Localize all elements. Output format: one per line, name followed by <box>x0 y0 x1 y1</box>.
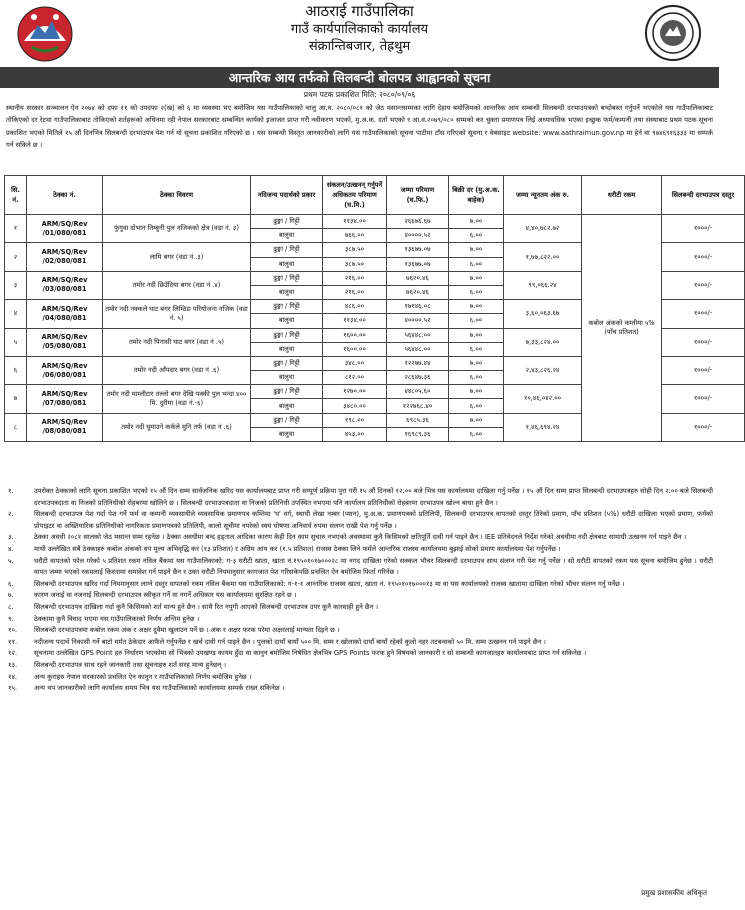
term-text: सिलबन्दी दरभाउपत्र साथ रहने जानकारी तथा सूचनाहरु शर्त सरह मान्य हुनेछन् । <box>34 660 226 669</box>
col-header-min-amount: जम्मा न्यूनतम अंक रु. <box>504 176 582 215</box>
term-text: ठेक्कामा कुनै विवाद भएमा यस गाउँपालिकाको निर्णय अन्तिम हुनेछ । <box>34 614 200 623</box>
tender-code-line2: /02/080/081 <box>42 257 87 266</box>
cell-total-qty: १३६७७.०७ <box>387 257 449 271</box>
cell-total-qty: १७१४६.०८ <box>387 300 449 314</box>
cell-description: तमोर नदी माम्लीटार तल्लो बगर देखि पक्की पुल भन्दा ४०० मि. दुरीमा (वडा नं.-६) <box>103 385 251 413</box>
office-address: संक्रान्तिबजार, तेह्रथुम <box>308 39 411 54</box>
tender-table <box>4 175 745 442</box>
term-text: सिलबन्दी दरभाउपत्र पेश गर्दा पेश गर्ने फर्म वा कम्पनी व्यवसायीले व्यवसायिक प्रमाणपत्र कम्तिमा 'घ' वर्ग, स्थायी लेखा नम्बर (प्यान), मु.अ.क. प्रमाणपत्रको प्रतिलिपी, सिलबन्दी दरभाउपत्र वापतको दस्तुर तिरेको प्रमाण, पाँच प्रतिशत (५%) धरौटी दाखिला भएको प्रमाण, फर्मको प्रोपाइटर वा अख्तियारिक प्रतिनिधीको नागरिकता प्रमाणपत्रको प्रतिलिपी, कालो सूचीमा नपरेको स्वयं घोषणा अनिवार्य रुपमा संलग्न राखी पेश गर्नु पर्नेछ । <box>34 510 713 530</box>
list-item <box>6 544 713 556</box>
col-header-material: नदिजन्य पदार्थको प्रकार <box>251 176 323 215</box>
cell-description: तमोर नदी आँपदार बगर (वडा नं .६) <box>103 356 251 384</box>
term-text: अन्य थप जानकारीको लागि कार्यालय समय भित्र यस गाउँपालिकाको कार्यालयमा सम्पर्क राख्न सकिनेछ । <box>34 684 285 693</box>
tender-code-line1: ARM/SQ/Rev <box>41 248 88 257</box>
cell-material: बालुवा <box>251 257 323 271</box>
municipality-seal-logo <box>643 4 703 62</box>
cell-max-qty: १९८.०० <box>323 413 387 427</box>
cell-material: ढुङ्गा / गिट्टी <box>251 271 323 285</box>
cell-min-amount: १,७७,८२२.०० <box>504 243 582 271</box>
tender-code-line1: ARM/SQ/Rev <box>41 219 88 228</box>
col-header-deposit: धरौटी रकम <box>582 176 662 215</box>
col-header-desc: ठेक्का विवरण <box>103 176 251 215</box>
term-number: १२. <box>8 649 18 658</box>
term-text: धरौटी वापतको फोल गरेको ५ प्रतिशत रकम नविल बैंकमा यस गाउँपालिकाको: ग-३ धरौटी खाता, खाता नं.१९५०१०१७०००२८ मा नगद दाखिला गरेको सक्कल भौचर सिलबन्दी दरभाउपत्र साथ संलग्न गरी पेश गर्नु पर्नेछ । सो धरौटी वापतको रकम यस सूचना बमोजिम हुनेछ । धरौटी वापत जम्मा भएको रकमलाई किस्तामा समावेश गर्न पाइने छैन र उक्त धरौटी नियमानुसार कागजात पेश गरिसकेपछि प्रचलित ऐन बमोजिम फिर्ता गरिनेछ । <box>34 556 713 577</box>
cell-total-qty: १२२७६८.४० <box>387 399 449 413</box>
cell-rate: ६.०० <box>449 371 504 385</box>
term-number: १०. <box>8 626 18 635</box>
cell-sn: ८ <box>5 413 27 441</box>
list-item <box>6 509 713 532</box>
list-item <box>6 625 713 637</box>
list-item <box>6 486 713 509</box>
cell-code <box>27 328 103 356</box>
cell-total-qty: ७६२०.४६ <box>387 271 449 285</box>
term-text: माथी उल्लेखित सबै ठेक्काहरु कबोल अंकको थप मूल्य अभिवृद्धि कर (१३ प्रतिशत) र अग्रिम आय कर (१.५ प्रतिशत) राजस्व ठेक्का लिने फर्मले आन्तरिक राजस्व कार्यालयमा बुझाई सोको प्रमाण कार्यालयमा पेश गर्नुपर्नेछ । <box>34 544 561 553</box>
term-text: कारण जनाई वा नजनाई सिलबन्दी दरभाउपत्र स्वीकृत गर्ने वा नगर्ने अधिकार यस कार्यालयमा सुरक्षित रहने छ । <box>34 591 297 600</box>
cell-min-amount: ७,३३,८२४.०० <box>504 328 582 356</box>
intro-paragraph: स्थानीय सरकार सञ्चालन ऐन २०७४ को दफा ११ को उपदफा २(ख) को ६ मा व्यवस्था भए बमोजिम यस गाउँपालिकाको चालु आ.व. २०८०/०८१ को जेठ मसान्तसम्मका लागि देहाय बमोजिमको आन्तरिक आय सम्बन्धी सिलबन्दी दरभाउपत्रको बन्दोबस्त गर्नुपर्ने भएकोले यस गाउँपालिकाबाट तोकिएको दर रेटमा गाउँपालिकाबाट तोकिएको शर्तहरूको अधिनमा रही नेपाल सरकारबाट सम्बन्धित कार्यको इजाजत प्राप्त गरी नवीकरण भएको, मु.अ.क. दर्ता भएको र आ.व.२०७९/०८० सम्मको कर चुक्ता प्रमाणपत्र लिई अध्यावधिक भएका इच्छुक फर्म/कम्पनी तथा संस्थाबाट प्रथम पटक सूचना प्रकाशित भएको मितिले १५ औं दिनभित्र सिलबन्दी दरभाउपत्र पेश गर्न यो सूचना प्रकाशित गरिएको छ । यस सम्बन्धी विस्तृत जानकारीको लागि यस गाउँपालिकाको सूचना पाटीमा टाँस गरिएको सूचना र वेबसाइट website: www.aathraimun.gov.np मा हेर्न वा ९७४६९१६३३३ मा सम्पर्क गर्न सकिने छ । <box>6 104 713 150</box>
cell-max-qty: ३८७.५० <box>323 243 387 257</box>
term-number: ५. <box>8 556 14 565</box>
cell-material: बालुवा <box>251 229 323 243</box>
tender-code-line1: ARM/SQ/Rev <box>41 418 88 427</box>
term-number: ४. <box>8 544 14 553</box>
cell-sn: ४ <box>5 300 27 328</box>
cell-material: ढुङ्गा / गिट्टी <box>251 356 323 370</box>
cell-rate: ७.०० <box>449 243 504 257</box>
cell-code <box>27 300 103 328</box>
cell-material: बालुवा <box>251 399 323 413</box>
list-item <box>6 648 713 660</box>
term-text: अन्य कुराहरु नेपाल सरकारको प्रचलित ऐन कानुन र गाउँपालिकाको निर्णय बमोजिम हुनेछ । <box>34 672 252 681</box>
cell-max-qty: ३८७.५० <box>323 257 387 271</box>
cell-material: बालुवा <box>251 285 323 299</box>
cell-rate: ७.०० <box>449 300 504 314</box>
list-item <box>6 660 713 672</box>
list-item <box>6 614 713 626</box>
cell-total-qty: ५६४४८.०० <box>387 342 449 356</box>
cell-max-qty: २१६.०० <box>323 285 387 299</box>
cell-max-qty: १६००.०० <box>323 342 387 356</box>
tender-code-line1: ARM/SQ/Rev <box>41 361 88 370</box>
cell-deposit: कबोल अंकको कम्तीमा ५% (पाँच प्रतिशत) <box>582 215 662 442</box>
term-number: ११. <box>8 637 18 646</box>
table-header-row <box>5 176 745 215</box>
term-text: ठेक्का अवधी २०८१ सालको जेठ मसान्त सम्म रहनेछ । ठेक्का अवधीमा बन्द हड्ताल आदिका कारण केही दिन काम सुचारु नभएको अवस्थामा कुनै किसिमको क्षतिपूर्ति दावी गर्न पाइने छैन । IEE प्रतिवेदनले निर्देश गरेको अवधीमा नदी क्षेत्रबाट सामाग्री उत्खनन गर्न पाइने छैन । <box>34 533 687 542</box>
cell-fee: १०००/- <box>662 215 745 243</box>
cell-max-qty: ११३४.०० <box>323 314 387 328</box>
cell-max-qty: ८१२.०० <box>323 371 387 385</box>
cell-max-qty: १६००.०० <box>323 328 387 342</box>
tender-code-line1: ARM/SQ/Rev <box>41 333 88 342</box>
cell-max-qty: २१६.०० <box>323 271 387 285</box>
cell-fee: १०००/- <box>662 243 745 271</box>
cell-sn: ६ <box>5 356 27 384</box>
cell-max-qty: ११३४.०० <box>323 215 387 229</box>
term-number: २. <box>8 510 14 519</box>
term-text: सिलबन्दी दरभाउपत्र खरिद गर्दा नियमानुसार लाग्ने दस्तुर वापतको रकम नविल बैंकमा यस गाउँपालिकाको: ग-१-१ आन्तरिक राजस्व खाता, खाता नं. १९५०१०१७०००१३ मा वा यस कार्यालयको राजस्व खातामा दाखिला गरेको भौचर संलग्न गर्नु पर्नेछ । <box>34 579 625 588</box>
cell-material: बालुवा <box>251 314 323 328</box>
signatory-title: प्रमुख प्रशासकीय अधिकृत <box>641 889 707 897</box>
cell-rate: ६.०० <box>449 229 504 243</box>
cell-rate: ७.०० <box>449 356 504 370</box>
tender-code-line2: /04/080/081 <box>42 313 87 322</box>
cell-rate: ६.०० <box>449 342 504 356</box>
cell-material: बालुवा <box>251 427 323 441</box>
cell-total-qty: ४४८०५.६० <box>387 385 449 399</box>
cell-material: बालुवा <box>251 342 323 356</box>
cell-min-amount: ४,४०,७८२.७२ <box>504 215 582 243</box>
tender-code-line1: ARM/SQ/Rev <box>41 276 88 285</box>
cell-sn: २ <box>5 243 27 271</box>
cell-material: ढुङ्गा / गिट्टी <box>251 413 323 427</box>
municipality-name: आठराई गाउँपालिका <box>305 2 414 20</box>
cell-description: तमोर नदी पिनासी घाट बगर (वडा नं .५) <box>103 328 251 356</box>
cell-min-amount: २,४३,८२६.२४ <box>504 356 582 384</box>
col-header-fee: सिलबन्दी दरभाउपत्र दस्तुर <box>662 176 745 215</box>
term-number: ९. <box>8 614 14 623</box>
cell-total-qty: २६६७६.६७ <box>387 215 449 229</box>
cell-total-qty: ५६४४८.०० <box>387 328 449 342</box>
cell-max-qty: ३४८०.०० <box>323 399 387 413</box>
cell-description: लामि बगर (वडा नं .३) <box>103 243 251 271</box>
cell-total-qty: २८६४७.३६ <box>387 371 449 385</box>
tender-code-line2: /07/080/081 <box>42 398 87 407</box>
list-item <box>6 602 713 614</box>
term-text: सिलबन्दी दरभाउपत्र दाखिला गर्दा कुनै किसिमको शर्त मान्य हुने छैन । साथै रित नपुगी आएको सिलबन्दी दरभाउपत्र उपर कुनै कारवाही हुने छैन । <box>34 602 378 611</box>
cell-fee: १०००/- <box>662 300 745 328</box>
office-name: गाउँ कार्यपालिकाको कार्यालय <box>290 22 429 37</box>
cell-rate: ६.०० <box>449 427 504 441</box>
cell-min-amount: १०,४६,०४२.०० <box>504 385 582 413</box>
list-item <box>6 637 713 649</box>
cell-code <box>27 413 103 441</box>
cell-min-amount: १,४६,६९४.२४ <box>504 413 582 441</box>
cell-sn: ३ <box>5 271 27 299</box>
list-item <box>6 556 713 579</box>
term-number: ८. <box>8 602 14 611</box>
cell-total-qty: ४००००.५२ <box>387 229 449 243</box>
letterhead <box>0 0 719 66</box>
terms-list <box>6 486 713 695</box>
cell-rate: ७.०० <box>449 328 504 342</box>
col-header-sn: सि. नं. <box>5 176 27 215</box>
tender-code-line2: /08/080/081 <box>42 427 87 436</box>
cell-rate: ७.०० <box>449 271 504 285</box>
cell-max-qty: ४८६.०० <box>323 300 387 314</box>
cell-max-qty: ७६६.०० <box>323 229 387 243</box>
cell-total-qty: १३६७७.०७ <box>387 243 449 257</box>
cell-description: तमोर नदी घुमाउने कर्कले मुनि तर्फ (वडा नं .६) <box>103 413 251 441</box>
cell-code <box>27 385 103 413</box>
cell-min-amount: ३,६०,०६३.६७ <box>504 300 582 328</box>
col-header-total-qty: जम्मा परिमाण (घ.फि.) <box>387 176 449 215</box>
cell-rate: ७.०० <box>449 215 504 229</box>
cell-total-qty: ४००००.५२ <box>387 314 449 328</box>
cell-rate: ७.०० <box>449 413 504 427</box>
term-text: सूचनामा उल्लेखित GPS Point हरु निर्धारण भएकोमा सो भित्रको उपखण्ड कायम हुँदा वा कानुन बमोजिम निषेधित क्षेत्रभित्र GPS Points फरक हुने विषयको जानकारी र सो सम्बन्धी कागजातहरु कार्यालयबाट प्राप्त गर्न सकिनेछ । <box>34 649 587 658</box>
cell-total-qty: ६९८५.३६ <box>387 413 449 427</box>
cell-sn: १ <box>5 215 27 243</box>
col-header-max-qty: संकलन/उत्खनन् गर्नुपर्ने अधिकतम परिमाण (घ.मि.) <box>323 176 387 215</box>
cell-material: ढुङ्गा / गिट्टी <box>251 300 323 314</box>
publish-date: प्रथम पटक प्रकाशित मिति: २०८०/०९/०६ <box>303 90 416 99</box>
cell-code <box>27 271 103 299</box>
term-number: ६. <box>8 579 14 588</box>
tender-code-line2: /06/080/081 <box>42 370 87 379</box>
term-text: उपरोक्त ठेक्काको लागि सूचना प्रकाशित भएको १५ औं दिन सम्म सार्वजनिक खरिद यस कार्यालयबाट प्राप्त गरी सम्पूर्ण प्रक्रिया पुरा गरी १५ औं दिनको १२:०० बजे भित्र यस कार्यालयमा दाखिला गर्नु पर्नेछ । १५ औं दिन सम्म प्राप्त सिलबन्दी दरभाउपत्रहरु सोही दिन २:०० बजे सिलबन्दी दरभाउपत्रदाता वा निजको प्रतिनिधीको रोहबरमा खोलिने छ । सिलबन्दी दरभाउपत्रदाता वा निजको प्रतिनिधी उपस्थित नभएमा पनि कार्यालय प्रतिनिधीको रोहबरमा दरभाउपत्र खोल्न बाधा हुने छैन । <box>34 487 713 507</box>
cell-code <box>27 215 103 243</box>
cell-rate: ७.०० <box>449 385 504 399</box>
tender-code-line2: /03/080/081 <box>42 285 87 294</box>
cell-total-qty: १६९८९.३६ <box>387 427 449 441</box>
cell-sn: ५ <box>5 328 27 356</box>
cell-total-qty: १२२७७.४४ <box>387 356 449 370</box>
cell-description: तमोर नदी छिउँदिया बगर (वडा नं .४) <box>103 271 251 299</box>
cell-min-amount: ९९,०६६.२४ <box>504 271 582 299</box>
list-item <box>6 683 713 695</box>
list-item <box>6 579 713 591</box>
cell-rate: ६.०० <box>449 257 504 271</box>
tender-code-line1: ARM/SQ/Rev <box>41 304 88 313</box>
term-text: नदीजन्य पदार्थ निकासी गर्ने बाटो मर्मत ठेकेदार आफैले गर्नुपर्नेछ र खर्च दावी गर्न पाइने छैन । पुलको दायाँ बायाँ ५०० मि. सम्म र खोलाको दायाँ बायाँ रहेको कुलो नहर तटबन्धको ५० मि. सम्म उत्खनन गर्न पाइने छैन । <box>34 637 546 646</box>
cell-max-qty: ४५३.०० <box>323 427 387 441</box>
term-number: १४. <box>8 672 18 681</box>
cell-material: ढुङ्गा / गिट्टी <box>251 385 323 399</box>
cell-material: ढुङ्गा / गिट्टी <box>251 328 323 342</box>
cell-total-qty: ७६२०.४६ <box>387 285 449 299</box>
tender-code-line2: /05/080/081 <box>42 342 87 351</box>
cell-fee: १०००/- <box>662 413 745 441</box>
cell-code <box>27 243 103 271</box>
col-header-rate: बिक्री दर (मु.अ.क. बाहेक) <box>449 176 504 215</box>
cell-sn: ७ <box>5 385 27 413</box>
table-row <box>5 215 745 229</box>
term-number: १३. <box>8 660 18 669</box>
cell-material: ढुङ्गा / गिट्टी <box>251 243 323 257</box>
tender-code-line1: ARM/SQ/Rev <box>41 389 88 398</box>
list-item <box>6 590 713 602</box>
cell-fee: १०००/- <box>662 328 745 356</box>
cell-fee: १०००/- <box>662 385 745 413</box>
cell-material: बालुवा <box>251 371 323 385</box>
cell-rate: ६.०० <box>449 399 504 413</box>
list-item <box>6 672 713 684</box>
term-text: सिलबन्दी दरभाउपत्रमा कबोल रकम अंक र अक्षर दुवैमा खुलाउन पर्ने छ । अंक र अक्षर फरक परेमा अक्षरलाई मान्यता दिइने छ । <box>34 626 340 635</box>
cell-rate: ६.०० <box>449 285 504 299</box>
cell-max-qty: ३४८.०० <box>323 356 387 370</box>
cell-max-qty: १२७०.०० <box>323 385 387 399</box>
tender-code-line2: /01/080/081 <box>42 228 87 237</box>
term-number: ७. <box>8 591 14 600</box>
list-item <box>6 532 713 544</box>
term-number: १. <box>8 487 14 495</box>
col-header-code: ठेक्का नं. <box>27 176 103 215</box>
cell-code <box>27 356 103 384</box>
term-number: ३. <box>8 533 14 542</box>
term-number: १५. <box>8 684 18 693</box>
cell-description: तमोर नदी नक्कले घाट बगर लिम्ठिङ परियोजना नजिक (वडा नं. ५) <box>103 300 251 328</box>
cell-fee: १०००/- <box>662 356 745 384</box>
cell-fee: १०००/- <box>662 271 745 299</box>
notice-title-banner: आन्तरिक आय तर्फको सिलबन्दी बोलपत्र आह्वानको सूचना <box>0 67 719 88</box>
cell-material: ढुङ्गा / गिट्टी <box>251 215 323 229</box>
cell-description: फुंगुवा दोभान तिम्बुनी पुल नजिकको क्षेत्र (वडा नं. ३) <box>103 215 251 243</box>
cell-rate: ६.०० <box>449 314 504 328</box>
